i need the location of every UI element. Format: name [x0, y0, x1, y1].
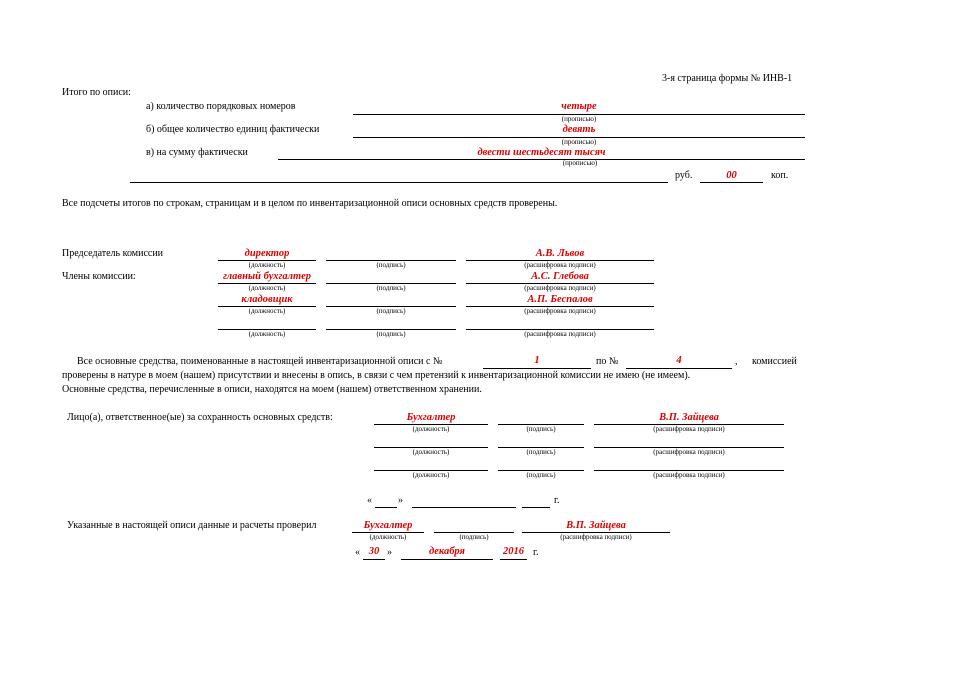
member-2-caption-position: (должность): [248, 307, 286, 315]
checker-year-suffix: г.: [533, 547, 539, 558]
responsible-year-line: [522, 507, 550, 508]
chair-label: Председатель комиссии: [62, 248, 164, 259]
chair-caption-signature: (подпись): [376, 261, 406, 269]
responsible-1-caption-decoding: (расшифровка подписи): [653, 425, 725, 433]
checker-date-close: »: [387, 547, 392, 558]
responsible-month-line: [412, 507, 516, 508]
responsible-2-caption-signature: (подпись): [526, 448, 556, 456]
statement-part1: Все основные средства, поименованные в настоящей инвентаризационной описи с №: [77, 356, 443, 367]
chair-caption-position: (должность): [248, 261, 286, 269]
checker-month-line: [401, 559, 493, 560]
member-2-position: кладовщик: [241, 294, 293, 305]
checker-label: Указанные в настоящей описи данные и расчеты проверил: [67, 520, 317, 531]
statement-from-line: [483, 368, 591, 369]
responsible-1-name: В.П. Зайцева: [659, 412, 719, 423]
member-2-caption-signature: (подпись): [376, 307, 406, 315]
responsible-label: Лицо(а), ответственное(ые) за сохранность основных средств:: [67, 412, 333, 423]
member-3-caption-decoding: (расшифровка подписи): [524, 330, 596, 338]
totals-sum-line: [130, 182, 668, 183]
member-1-caption-decoding: (расшифровка подписи): [524, 284, 596, 292]
responsible-day-line: [375, 507, 397, 508]
checker-position: Бухгалтер: [363, 520, 413, 531]
member-1-caption-signature: (подпись): [376, 284, 406, 292]
checker-caption-signature: (подпись): [459, 533, 489, 541]
totals-c-label: в) на сумму фактически: [146, 147, 248, 158]
responsible-date-open: «: [367, 495, 372, 506]
member-1-caption-position: (должность): [248, 284, 286, 292]
checker-name: В.П. Зайцева: [566, 520, 626, 531]
statement-from-value: 1: [534, 355, 540, 366]
chair-caption-decoding: (расшифровка подписи): [524, 261, 596, 269]
checker-date-open: «: [355, 547, 360, 558]
totals-a-label: а) количество порядковых номеров: [146, 101, 296, 112]
totals-b-caption: (прописью): [561, 138, 597, 146]
checker-month: декабря: [429, 546, 465, 557]
chair-position: директор: [244, 248, 290, 259]
totals-c-caption: (прописью): [562, 159, 598, 167]
responsible-1-caption-signature: (подпись): [526, 425, 556, 433]
verified-statement: Все подсчеты итогов по строкам, страницам и в целом по инвентаризационной описи основных средств проверены.: [62, 198, 558, 209]
responsible-2-caption-position: (должность): [412, 448, 450, 456]
statement-to-line: [626, 368, 732, 369]
member-2-name: А.П. Беспалов: [527, 294, 593, 305]
checker-year-line: [500, 559, 527, 560]
statement-to-value: 4: [676, 355, 682, 366]
checker-day: 30: [368, 546, 380, 557]
totals-b-label: б) общее количество единиц фактически: [146, 124, 320, 135]
responsible-2-caption-decoding: (расшифровка подписи): [653, 448, 725, 456]
members-label: Члены комиссии:: [62, 271, 136, 282]
member-1-position: главный бухгалтер: [223, 271, 311, 282]
kop-value: 00: [726, 170, 737, 181]
responsible-3-caption-decoding: (расшифровка подписи): [653, 471, 725, 479]
rub-label: руб.: [675, 170, 693, 181]
statement-commission: комиссией: [752, 356, 797, 367]
checker-year: 2016: [503, 546, 524, 557]
member-2-caption-decoding: (расшифровка подписи): [524, 307, 596, 315]
chair-name: А.В. Львов: [535, 248, 585, 259]
totals-a-caption: (прописью): [561, 115, 597, 123]
page-label: 3-я страница формы № ИНВ-1: [662, 73, 793, 84]
totals-c-value: двести шестьдесят тысяч: [477, 147, 606, 158]
responsible-1-caption-position: (должность): [412, 425, 450, 433]
member-3-caption-position: (должность): [248, 330, 286, 338]
responsible-3-caption-position: (должность): [412, 471, 450, 479]
totals-b-value: девять: [562, 124, 596, 135]
responsible-3-caption-signature: (подпись): [526, 471, 556, 479]
checker-caption-position: (должность): [369, 533, 407, 541]
responsible-1-position: Бухгалтер: [406, 412, 456, 423]
checker-caption-decoding: (расшифровка подписи): [560, 533, 632, 541]
totals-title: Итого по описи:: [62, 87, 131, 98]
totals-a-value: четыре: [561, 101, 597, 112]
member-1-name: А.С. Глебова: [531, 271, 589, 282]
statement-line3: Основные средства, перечисленные в описи, находятся на моем (нашем) ответственном хранении.: [62, 384, 482, 395]
responsible-year-suffix: г.: [554, 495, 560, 506]
statement-line2: проверены в натуре в моем (нашем) присутствии и внесены в опись, в связи с чем претензий к инвентаризационной комиссии не имею (не имеем).: [62, 370, 691, 381]
kop-line: [700, 182, 763, 183]
member-3-caption-signature: (подпись): [376, 330, 406, 338]
statement-to-label: по №: [596, 356, 619, 367]
statement-comma: ,: [735, 356, 738, 367]
responsible-date-close: »: [398, 495, 403, 506]
checker-day-line: [363, 559, 385, 560]
kop-label: коп.: [771, 170, 789, 181]
